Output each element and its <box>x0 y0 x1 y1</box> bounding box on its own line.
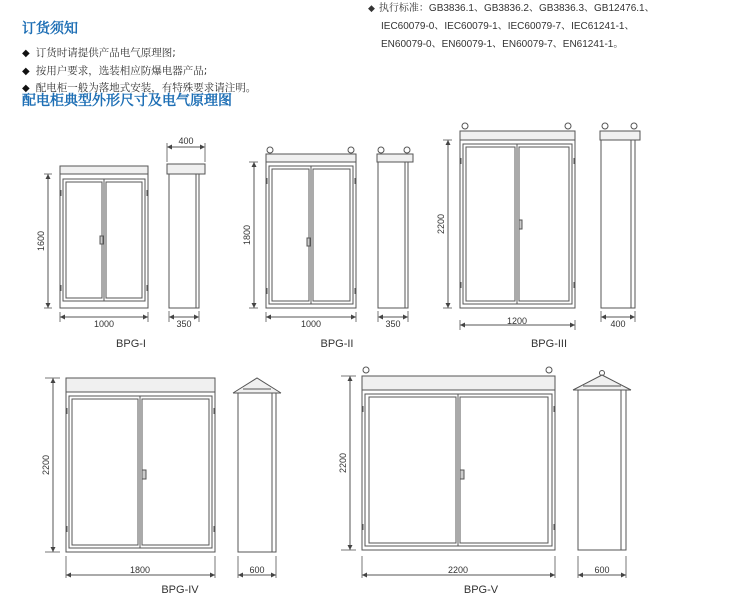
bpg-5-width-label: 2200 <box>447 565 469 575</box>
standards-line-3: EN60079-0、EN60079-1、EN60079-7、EN61241-1。 <box>381 39 624 50</box>
bpg-4-width-label: 1800 <box>129 565 151 575</box>
bpg-1-width-label: 1000 <box>93 319 115 329</box>
bpg-5-depth-label: 600 <box>594 565 610 575</box>
standards-text: 执行标准：GB3836.1、GB3836.2、GB3836.3、GB12476.1、 <box>378 3 655 14</box>
bpg-1-height-label: 1600 <box>36 230 46 252</box>
bpg-5-side-view <box>573 371 631 579</box>
bpg-2-front-view <box>249 147 356 322</box>
bpg-1-front-view <box>44 166 148 322</box>
order-note-text: 订货时请提供产品电气原理图; <box>35 47 176 59</box>
diamond-bullet-icon: ◆ <box>22 48 30 59</box>
bpg-3-model-label: BPG-III <box>530 338 568 350</box>
bpg-4-depth-label: 600 <box>249 565 265 575</box>
bpg-5-front-view <box>341 367 555 578</box>
section-title: 配电柜典型外形尺寸及电气原理图 <box>22 93 232 109</box>
bpg-3-front-view <box>443 123 575 330</box>
bpg-4-model-label: BPG-IV <box>161 584 199 596</box>
diamond-bullet-icon: ◆ <box>22 83 30 94</box>
diamond-bullet-icon: ◆ <box>368 3 375 13</box>
bpg-1-side-view <box>167 143 205 322</box>
standards-line-2: IEC60079-0、IEC60079-1、IEC60079-7、IEC61241-1、 <box>381 21 635 32</box>
bpg-2-width-label: 1000 <box>300 319 322 329</box>
bpg-2-model-label: BPG-II <box>320 338 354 350</box>
diamond-bullet-icon: ◆ <box>22 66 30 77</box>
bpg-5-height-label: 2200 <box>338 452 348 474</box>
order-notes-heading: 订货须知 <box>22 21 78 37</box>
bpg-4-front-view <box>45 378 215 578</box>
bpg-5-model-label: BPG-V <box>463 584 499 596</box>
bpg-4-height-label: 2200 <box>41 454 51 476</box>
bpg-2-side-view <box>377 147 413 322</box>
bpg-3-height-label: 2200 <box>436 213 446 235</box>
bpg-1-depth-label: 350 <box>176 319 192 329</box>
order-note-text: 配电柜一般为落地式安装，有特殊要求请注明。 <box>35 82 257 94</box>
bpg-1-model-label: BPG-I <box>116 338 146 350</box>
bpg-3-side-view <box>600 123 640 322</box>
bpg-2-height-label: 1800 <box>242 224 252 246</box>
bpg-3-depth-label: 400 <box>610 319 626 329</box>
bpg-2-depth-label: 350 <box>385 319 401 329</box>
bpg-1-top-depth-label: 400 <box>178 136 194 146</box>
order-note-text: 按用户要求，选装相应防爆电器产品; <box>35 65 208 77</box>
bpg-4-side-view <box>233 378 281 578</box>
bpg-3-width-label: 1200 <box>506 316 528 326</box>
